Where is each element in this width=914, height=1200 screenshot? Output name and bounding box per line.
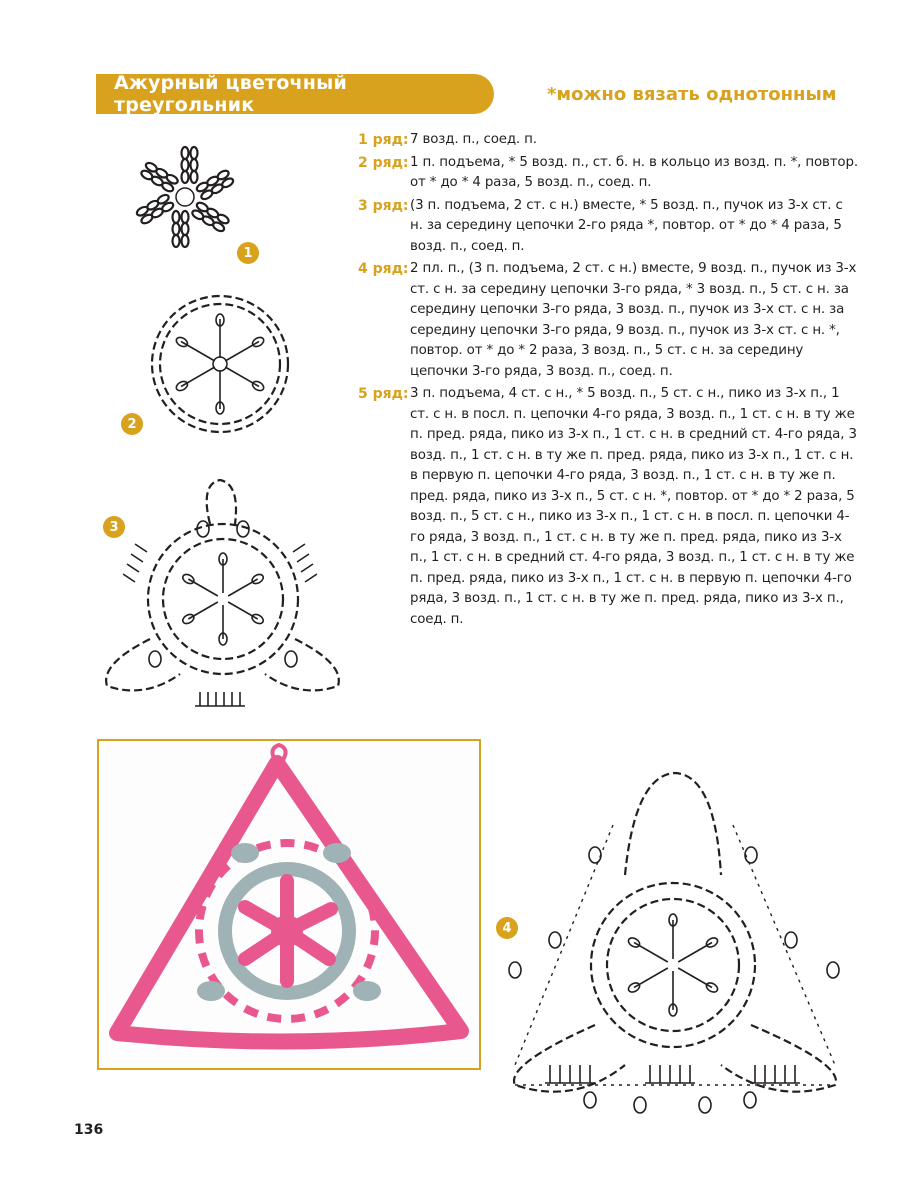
row-label: 4 ряд: [358, 261, 409, 277]
row-text: 3 п. подъема, 4 ст. с н., * 5 возд. п., 5 ст. с н., пико из 3-х п., 1 ст. с н. в посл. п. цепочки 4-го ряда, 3 возд. п., 1 ст. с н. в ту же п. пред. ряда, пико из 3-х п., 1 ст. с н. в средний ст. 4-го ряда, 3 возд. п., 1 ст. с н. в ту же п. пред. ряда, пико из 3-х п., 1 ст. с н. в первую п. цепочки 4-го ряда, 3 возд. п., 1 ст. с н. в ту же п. пред. ряда, пико из 3-х п., 5 ст. с н. *, повтор. от * до * 2 раза, 5 возд. п., 5 ст. с н., пико из 3-х п., 1 ст. с н. в посл. п. цепочки 4-го ряда, 3 возд. п., 1 ст. с н. в ту же п. пред. ряда, пико из 3-х п., 1 ст. с н. в средний ст. 4-го ряда, 3 возд. п., 1 ст. с н. в ту же п. пред. ряда, пико из 3-х п., 1 ст. с н. в первую п. цепочки 4-го ряда, 3 возд. п., 1 ст. с н. в ту же п. пред. ряда, пико из 3-х п., соед. п. [410, 386, 857, 627]
instruction-row [358, 153, 858, 194]
diagram-badge: 1 [237, 242, 259, 264]
row-label: 1 ряд: [358, 132, 409, 148]
title-banner [96, 74, 494, 114]
row-text: (3 п. подъема, 2 ст. с н.) вместе, * 5 возд. п., пучок из 3-х ст. с н. за середину цепочки 2-го ряда *, повтор. от * до * 4 раза, 5 возд. п., соед. п. [410, 197, 843, 254]
motif-photo [97, 739, 481, 1070]
instruction-row [358, 384, 858, 630]
instruction-row [358, 196, 858, 258]
instructions [358, 130, 858, 632]
diagram-4-full-triangle [495, 765, 865, 1120]
page-title: Ажурный цветочный треугольник [114, 72, 347, 116]
crochet-triangle-image [99, 741, 479, 1068]
row-text: 2 пл. п., (3 п. подъема, 2 ст. с н.) вместе, 9 возд. п., пучок из 3-х ст. с н. за середину цепочки 3-го ряда, * 3 возд. п., 5 ст. с н. за середину цепочки 3-го ряда, 3 возд. п., пучок из 3-х ст. с н. за середину цепочки 3-го ряда, 9 возд. п., пучок из 3-х ст. с н. *, повтор. от * до * 2 раза, 3 возд. п., 5 ст. с н. за середину цепочки 3-го ряда, 3 возд. п., соед. п. [410, 261, 857, 379]
note-text: *можно вязать однотонным [547, 84, 837, 105]
page-number: 136 [74, 1122, 104, 1138]
row-label: 5 ряд: [358, 386, 409, 402]
row-text: 7 возд. п., соед. п. [410, 132, 537, 147]
instruction-row [358, 130, 858, 151]
row-label: 3 ряд: [358, 197, 409, 214]
diagram-badge: 3 [103, 516, 125, 538]
row-label: 2 ряд: [358, 154, 409, 171]
diagram-2-circle [140, 287, 300, 442]
diagram-badge: 2 [121, 413, 143, 435]
row-text: 1 п. подъема, * 5 возд. п., ст. б. н. в кольцо из возд. п. *, повтор. от * до * 4 раза, 5 возд. п., соед. п. [410, 154, 858, 190]
instruction-row [358, 259, 858, 382]
diagram-badge: 4 [496, 917, 518, 939]
diagram-3-triangle [95, 474, 355, 714]
